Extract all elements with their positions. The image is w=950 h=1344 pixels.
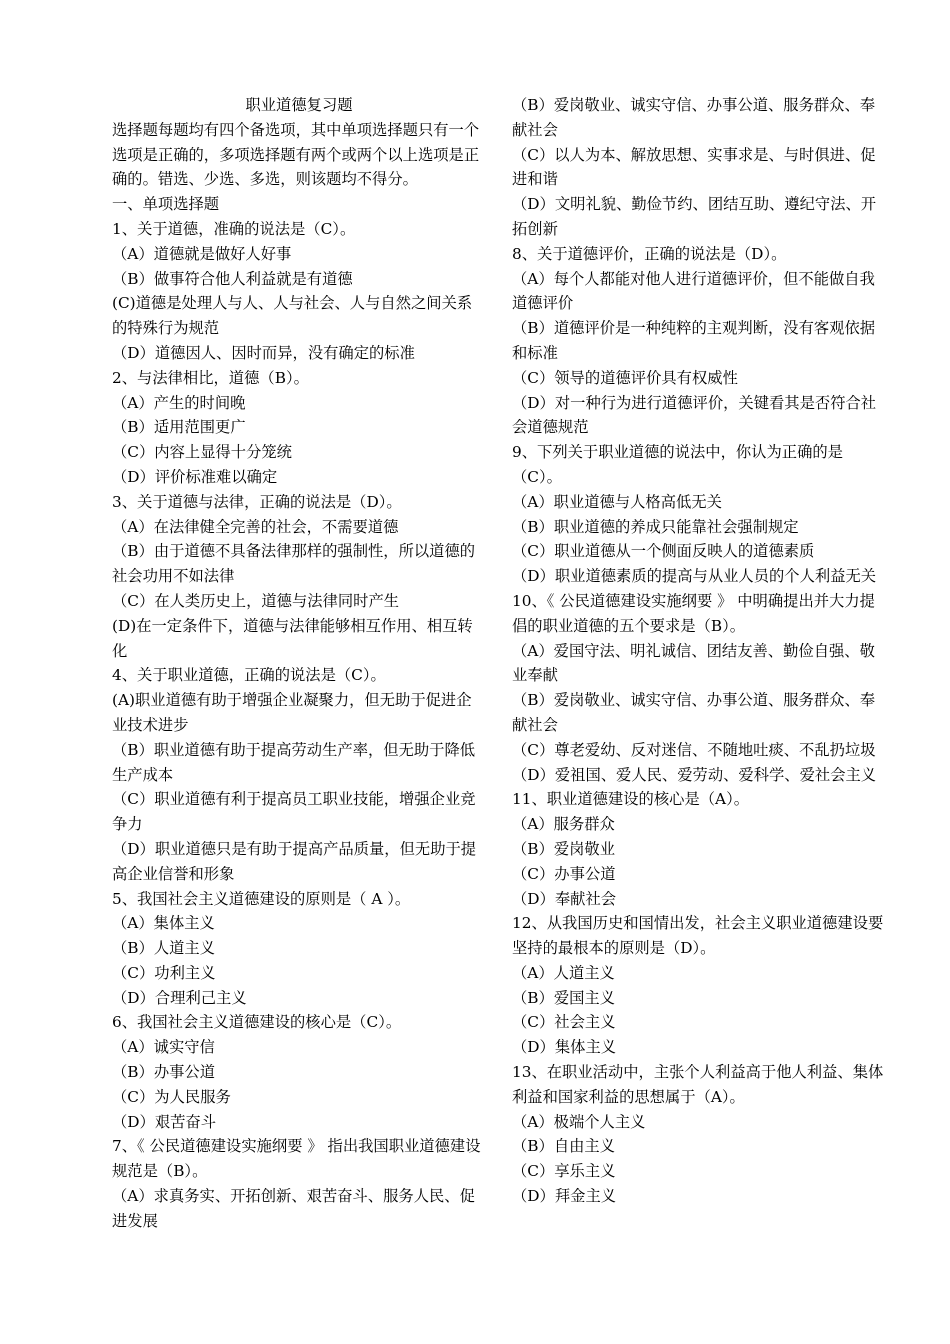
text-line: （B）爱岗敬业 bbox=[512, 839, 616, 858]
text-line: （D）对一种行为进行道德评价，关键看其是否符合社会道德规范 bbox=[512, 393, 877, 437]
text-line: 选择题每题均有四个备选项，其中单项选择题只有一个选项是正确的，多项选择题有两个或两个以上选项是正确的。错选、少选、多选，则该题均不得分。 bbox=[112, 120, 480, 189]
text-line: （C）功利主义 bbox=[112, 963, 216, 982]
text-line: （B）适用范围更广 bbox=[112, 418, 246, 437]
text-line: （D）拜金主义 bbox=[512, 1187, 617, 1206]
text-line: （D）职业道德只是有助于提高产品质量，但无助于提高企业信誉和形象 bbox=[112, 839, 477, 883]
text-line: （D）评价标准难以确定 bbox=[112, 467, 278, 486]
text-line: （B）做事符合他人利益就是有道德 bbox=[112, 269, 353, 288]
text-line: （D）道德因人、因时而异，没有确定的标准 bbox=[112, 343, 415, 362]
text-line: （A）职业道德与人格高低无关 bbox=[512, 492, 722, 511]
text-line: （C）办事公道 bbox=[512, 864, 616, 883]
text-line: （C）内容上显得十分笼统 bbox=[112, 443, 292, 462]
text-line: （B）由于道德不具备法律那样的强制性，所以道德的社会功用不如法律 bbox=[112, 542, 476, 586]
text-line: 5、我国社会主义道德建设的原则是（ A ）。 bbox=[112, 889, 411, 908]
text-line: （C）在人类历史上，道德与法律同时产生 bbox=[112, 591, 400, 610]
left-column bbox=[112, 93, 486, 1234]
text-line: 3、关于道德与法律，正确的说法是（D）。 bbox=[112, 492, 402, 511]
text-line: 7、《 公民道德建设实施纲要 》 指出我国职业道德建设规范是（B）。 bbox=[112, 1137, 481, 1181]
text-line: （A）在法律健全完善的社会，不需要道德 bbox=[112, 517, 399, 536]
text-line: 11、职业道德建设的核心是（A）。 bbox=[512, 790, 750, 809]
text-line: （D）合理利己主义 bbox=[112, 988, 247, 1007]
text-line: （B）自由主义 bbox=[512, 1137, 616, 1156]
text-line: （A）道德就是做好人好事 bbox=[112, 244, 292, 263]
text-line: 9、下列关于职业道德的说法中，你认为正确的是（C）。 bbox=[512, 443, 843, 486]
text-line: （B）爱岗敬业、诚实守信、办事公道、服务群众、奉献社会 bbox=[512, 691, 876, 734]
text-line: （A）极端个人主义 bbox=[512, 1112, 646, 1131]
text-line: （A）服务群众 bbox=[512, 815, 615, 834]
text-line: 一、单项选择题 bbox=[112, 195, 220, 214]
text-line: （B）爱国主义 bbox=[512, 988, 616, 1007]
text-line: （C）为人民服务 bbox=[112, 1087, 231, 1106]
text-line: 2、与法律相比，道德（B）。 bbox=[112, 368, 309, 387]
text-line: (D)在一定条件下，道德与法律能够相互作用、相互转化 bbox=[112, 616, 473, 660]
text-line: （C）职业道德从一个侧面反映人的道德素质 bbox=[512, 542, 815, 561]
text-line: 4、关于职业道德，正确的说法是（C）。 bbox=[112, 666, 386, 685]
text-line: （D）艰苦奋斗 bbox=[112, 1112, 217, 1131]
text-line: （B）办事公道 bbox=[112, 1063, 216, 1082]
text-line: 6、我国社会主义道德建设的核心是（C）。 bbox=[112, 1013, 402, 1032]
text-line: （A）人道主义 bbox=[512, 963, 615, 982]
text-line: 13、在职业活动中，主张个人利益高于他人利益、集体利益和国家利益的思想属于（A）。 bbox=[512, 1063, 884, 1106]
text-line: （C）尊老爱幼、反对迷信、不随地吐痰、不乱扔垃圾 bbox=[512, 740, 876, 759]
text-line: （A）爱国守法、明礼诚信、团结友善、勤俭自强、敬业奉献 bbox=[512, 641, 875, 685]
text-line: （B）职业道德有助于提高劳动生产率，但无助于降低生产成本 bbox=[112, 740, 476, 784]
text-line: （C）享乐主义 bbox=[512, 1162, 616, 1181]
text-line: （A）每个人都能对他人进行道德评价，但不能做自我道德评价 bbox=[512, 269, 875, 313]
text-line: (A)职业道德有助于增强企业凝聚力，但无助于促进企业技术进步 bbox=[112, 691, 472, 734]
text-line: （D）爱祖国、爱人民、爱劳动、爱科学、爱社会主义 bbox=[512, 765, 877, 784]
text-line: （C）职业道德有利于提高员工职业技能，增强企业竞争力 bbox=[112, 790, 476, 834]
text-line: （B）道德评价是一种纯粹的主观判断，没有客观依据和标准 bbox=[512, 319, 876, 362]
text-line: （D）奉献社会 bbox=[512, 889, 617, 908]
text-line: （B）爱岗敬业、诚实守信、办事公道、服务群众、奉献社会 bbox=[512, 96, 876, 139]
text-line: （C）以人为本、解放思想、实事求是、与时俱进、促进和谐 bbox=[512, 145, 876, 189]
text-line: （A）诚实守信 bbox=[112, 1038, 215, 1057]
right-column bbox=[512, 93, 886, 1209]
text-line: （D）文明礼貌、勤俭节约、团结互助、遵纪守法、开拓创新 bbox=[512, 195, 877, 238]
document-title: 职业道德复习题 bbox=[245, 96, 353, 114]
text-line: （C）领导的道德评价具有权威性 bbox=[512, 368, 738, 387]
text-line: 10、《 公民道德建设实施纲要 》 中明确提出并大力提倡的职业道德的五个要求是（B）。 bbox=[512, 591, 875, 635]
text-line: （D）集体主义 bbox=[512, 1038, 617, 1057]
text-line: 12、从我国历史和国情出发，社会主义职业道德建设要坚持的最根本的原则是（D）。 bbox=[512, 914, 884, 958]
text-line: （D）职业道德素质的提高与从业人员的个人利益无关 bbox=[512, 567, 877, 586]
text-line: （A）产生的时间晚 bbox=[112, 393, 246, 412]
text-line: (C)道德是处理人与人、人与社会、人与自然之间关系的特殊行为规范 bbox=[112, 294, 473, 338]
text-line: （A）集体主义 bbox=[112, 914, 215, 933]
text-line: 1、关于道德，准确的说法是（C）。 bbox=[112, 219, 356, 238]
text-line: （B）职业道德的养成只能靠社会强制规定 bbox=[512, 517, 799, 536]
text-line: 8、关于道德评价，正确的说法是（D）。 bbox=[512, 244, 787, 263]
text-line: （B）人道主义 bbox=[112, 939, 216, 958]
text-line: （A）求真务实、开拓创新、艰苦奋斗、服务人民、促进发展 bbox=[112, 1187, 475, 1230]
text-line: （C）社会主义 bbox=[512, 1013, 616, 1032]
